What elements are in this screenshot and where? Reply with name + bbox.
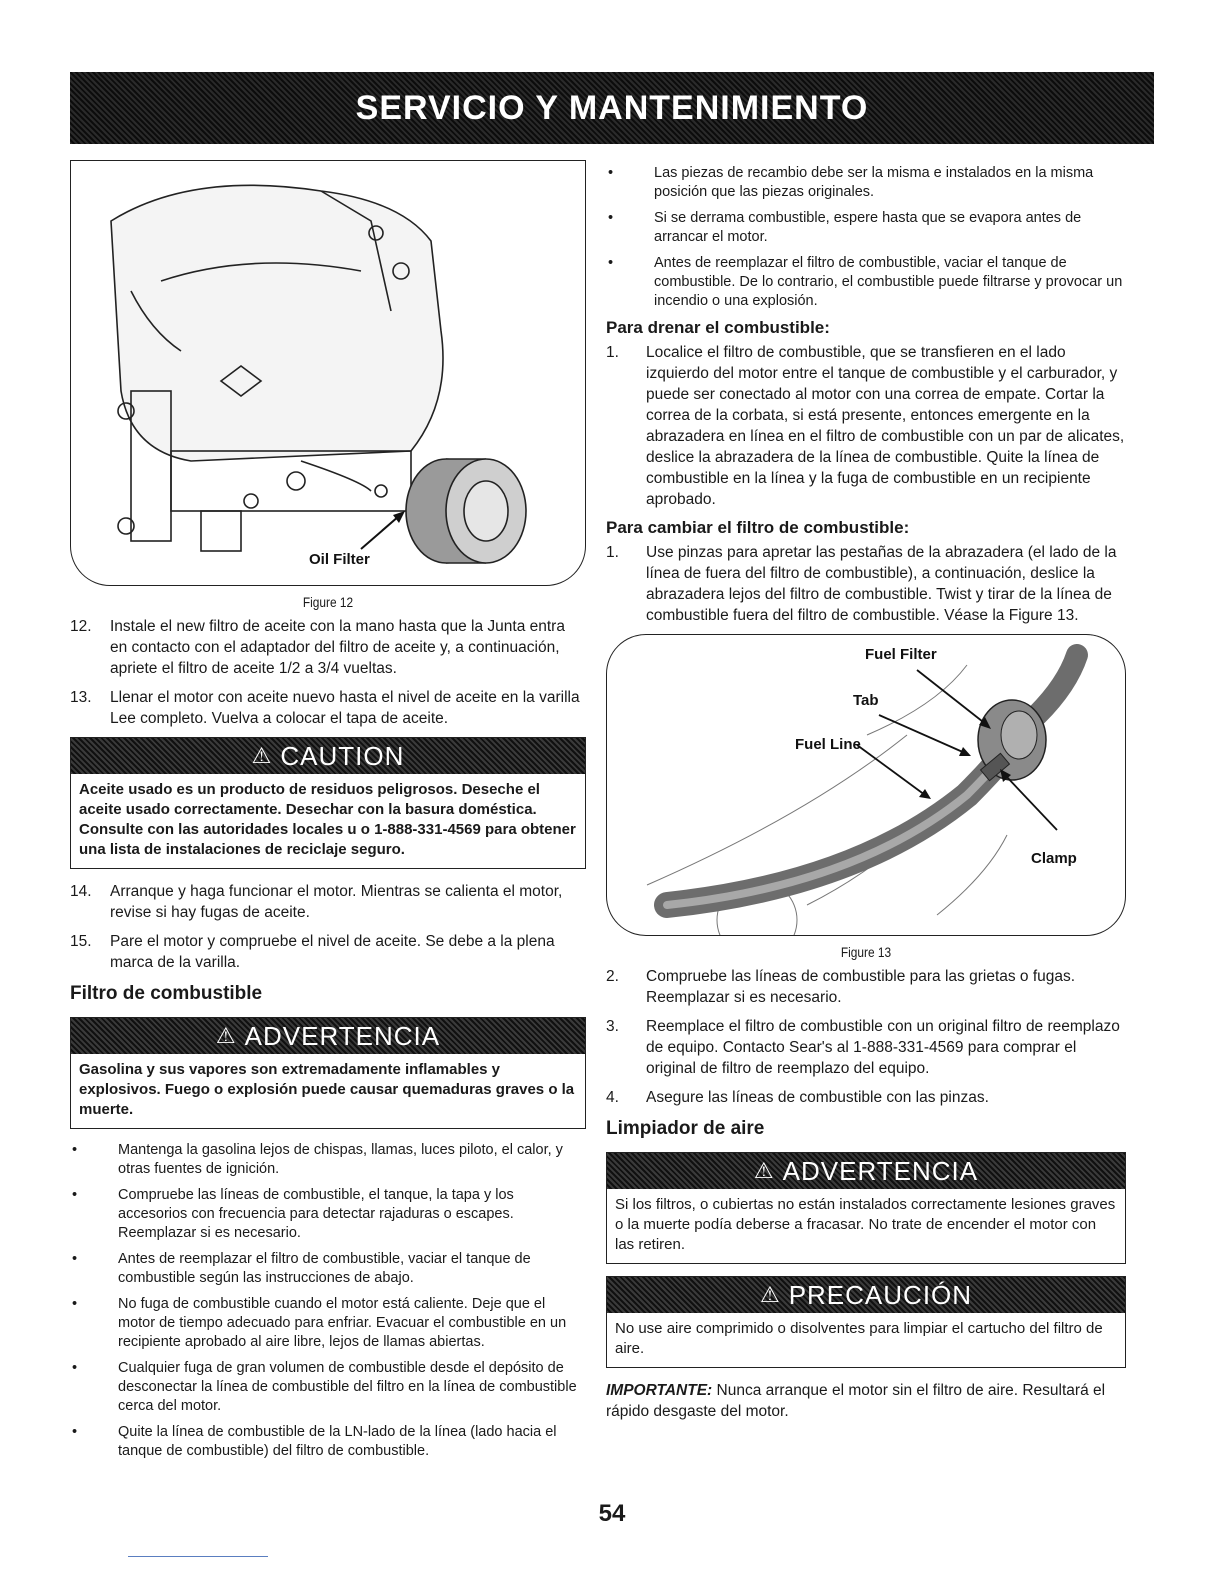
warning-title: ADVERTENCIA	[244, 1020, 441, 1051]
step-text: Arranque y haga funcionar el motor. Mientras se calienta el motor, revise si hay fugas de aceite.	[110, 883, 563, 921]
step-number: 4.	[606, 1089, 619, 1106]
step-15	[70, 931, 586, 973]
step-number: 12.	[70, 618, 92, 635]
caution-title: CAUTION	[280, 740, 405, 771]
bullet-text: No fuga de combustible cuando el motor está caliente. Deje que el motor de tiempo adecuado para enfriar. Evacuar el combustible en un recipiente aprobado al aire libre, lejos de llamas abiertas.	[118, 1296, 567, 1350]
step-text: Compruebe las líneas de combustible para las grietas o fugas. Reemplazar si es necesario.	[646, 968, 1076, 1006]
bullet-text: Compruebe las líneas de combustible, el tanque, la tapa y los accesorios con frecuencia para detectar rajaduras o escapes. Reemplazar si es necesario.	[118, 1187, 514, 1241]
step-3	[606, 1016, 1126, 1079]
important-note	[606, 1380, 1126, 1422]
caution-header	[71, 738, 585, 774]
step-number: 1.	[606, 544, 619, 561]
step-4	[606, 1087, 1126, 1108]
important-label: IMPORTANTE:	[606, 1382, 713, 1399]
step-number: 1.	[606, 344, 619, 361]
warning-triangle-icon: ⚠	[251, 743, 273, 768]
list-item: • Compruebe las líneas de combustible, el tanque, la tapa y los accesorios con frecuencia para detectar rajaduras o escapes. Reemplazar si es necesario.	[70, 1186, 586, 1243]
bullet-text: Antes de reemplazar el filtro de combustible, vaciar el tanque de combustible. De lo contrario, el combustible puede filtrarse y provocar un incendio o una explosión.	[654, 255, 1123, 309]
step-number: 15.	[70, 933, 92, 950]
warning-triangle-icon: ⚠	[759, 1282, 781, 1307]
bullet-text: Las piezas de recambio debe ser la misma e instalados en la misma posición que las piezas originales.	[654, 165, 1094, 200]
step-2	[606, 966, 1126, 1008]
left-column	[70, 160, 586, 1468]
figure-12	[70, 160, 586, 586]
oil-filter-label: Oil Filter	[309, 551, 370, 568]
footer-divider	[128, 1556, 268, 1557]
bullet-text: Cualquier fuga de gran volumen de combustible desde el depósito de desconectar la línea de combustible del filtro en la línea de combustible cerca del motor.	[118, 1360, 577, 1414]
oil-steps	[70, 616, 586, 729]
list-item: • Quite la línea de combustible de la LN-lado de la línea (lado hacia el tanque de combustible) del filtro de combustible.	[70, 1423, 586, 1461]
step-text: Llenar el motor con aceite nuevo hasta el nivel de aceite en la varilla Lee completo. Vuelva a colocar el tapa de aceite.	[110, 689, 580, 727]
right-column	[606, 160, 1126, 1430]
fuel-filter-heading: Filtro de combustible	[70, 983, 263, 1004]
oil-filter-shape	[406, 459, 526, 563]
bullet-text: Quite la línea de combustible de la LN-lado de la línea (lado hacia el tanque de combustible) del filtro de combustible.	[118, 1424, 557, 1459]
precaution-text: No use aire comprimido o disolventes para limpiar el cartucho del filtro de aire.	[615, 1320, 1103, 1357]
bullet-text: Antes de reemplazar el filtro de combustible, vaciar el tanque de combustible según las instrucciones de abajo.	[118, 1251, 531, 1286]
precaution-header	[607, 1277, 1125, 1313]
warning-text: Gasolina y sus vapores son extremadamente inflamables y explosivos. Fuego o explosión puede causar quemaduras graves o la muerte.	[79, 1061, 575, 1118]
clamp-label: Clamp	[1031, 850, 1077, 867]
step-text: Asegure las líneas de combustible con las pinzas.	[646, 1089, 989, 1106]
engine-illustration	[71, 161, 586, 585]
step-text: Localice el filtro de combustible, que se transfieren en el lado izquierdo del motor entre el tanque de combustible y el carburador, y puede ser conectado al motor con una correa de empate. Cortar la correa de la corbata, si está presente, entonces emergente en la abrazadera en línea en el filtro de combustible con un par de alicates, deslice la abrazadera de la línea de combustible. Quite la línea de combustible en la línea y la fuga de combustible en un recipiente aprobado.	[646, 344, 1125, 508]
figure-12-caption: Figure 12	[302, 594, 354, 610]
change-heading: Para cambiar el filtro de combustible:	[606, 518, 910, 537]
list-item: • Las piezas de recambio debe ser la misma e instalados en la misma posición que las piezas originales.	[606, 164, 1126, 202]
warning-header	[607, 1153, 1125, 1189]
step-text: Pare el motor y compruebe el nivel de aceite. Se debe a la plena marca de la varilla.	[110, 933, 555, 971]
drain-heading: Para drenar el combustible:	[606, 318, 830, 337]
change-step-1	[606, 542, 1126, 626]
step-text: Instale el new filtro de aceite con la mano hasta que la Junta entra en contacto con el adaptador del filtro de aceite y, a continuación, apriete el filtro de aceite 1/2 a 3/4 vueltas.	[110, 618, 565, 677]
list-item: • Antes de reemplazar el filtro de combustible, vaciar el tanque de combustible. De lo contrario, el combustible puede filtrarse y provocar un incendio o una explosión.	[606, 254, 1126, 311]
tab-label: Tab	[853, 692, 879, 709]
step-number: 3.	[606, 1018, 619, 1035]
list-item: • Si se derrama combustible, espere hasta que se evapora antes de arrancar el motor.	[606, 209, 1126, 247]
page-title: SERVICIO Y MANTENIMIENTO	[355, 88, 869, 127]
list-item: • Mantenga la gasolina lejos de chispas, llamas, luces piloto, el calor, y otras fuentes de ignición.	[70, 1141, 586, 1179]
warning-header	[71, 1018, 585, 1054]
drain-step-1	[606, 342, 1126, 510]
step-number: 2.	[606, 968, 619, 985]
list-item: • Antes de reemplazar el filtro de combustible, vaciar el tanque de combustible según las instrucciones de abajo.	[70, 1250, 586, 1288]
page-number: 54	[598, 1500, 626, 1527]
step-13	[70, 687, 586, 729]
caution-box	[70, 737, 586, 869]
caution-text: Aceite usado es un producto de residuos peligrosos. Deseche el aceite usado correctamente. Desechar con la basura doméstica. Consulte con las autoridades locales u o 1-888-331-4569 para obtener una lista de instalaciones de reciclaje seguro.	[79, 781, 576, 858]
step-14	[70, 881, 586, 923]
fuel-line-label: Fuel Line	[795, 736, 861, 753]
warning-text: Si los filtros, o cubiertas no están instalados correctamente lesiones graves o la muerte podía deberse a fracasar. No trate de encender el motor con las retiren.	[615, 1196, 1116, 1253]
warning-box-fuel	[70, 1017, 586, 1129]
bullet-text: Si se derrama combustible, espere hasta que se evapora antes de arrancar el motor.	[654, 210, 1082, 245]
bullet-text: Mantenga la gasolina lejos de chispas, llamas, luces piloto, el calor, y otras fuentes de ignición.	[118, 1142, 563, 1177]
list-item: • Cualquier fuga de gran volumen de combustible desde el depósito de desconectar la línea de combustible del filtro en la línea de combustible cerca del motor.	[70, 1359, 586, 1416]
warning-triangle-icon: ⚠	[215, 1023, 237, 1048]
fuel-filter-label: Fuel Filter	[865, 646, 937, 663]
figure-13	[606, 634, 1126, 936]
step-number: 13.	[70, 689, 92, 706]
figure-13-caption: Figure 13	[840, 944, 892, 960]
list-item: • No fuga de combustible cuando el motor está caliente. Deje que el motor de tiempo adecuado para enfriar. Evacuar el combustible en un recipiente aprobado al aire libre, lejos de llamas abiertas.	[70, 1295, 586, 1352]
fuel-filter-illustration	[607, 635, 1126, 935]
warning-title: ADVERTENCIA	[782, 1155, 979, 1186]
fuel-bullets-left	[70, 1141, 586, 1461]
step-text: Use pinzas para apretar las pestañas de la abrazadera (el lado de la línea de fuera del filtro de combustible), a continuación, deslice la abrazadera lejos del filtro de combustible. Twist y tirar de la línea de combustible fuera del filtro de combustible. Véase la Figure 13.	[646, 544, 1117, 624]
step-text: Reemplace el filtro de combustible con un original filtro de reemplazo de equipo. Contacto Sear's al 1-888-331-4569 para comprar el original de filtro de reemplazo del equipo.	[646, 1018, 1120, 1077]
precaution-title: PRECAUCIÓN	[788, 1279, 973, 1310]
important-text: Nunca arranque el motor sin el filtro de aire. Resultará el rápido desgaste del motor.	[606, 1382, 1106, 1420]
precaution-box	[606, 1276, 1126, 1368]
air-cleaner-heading: Limpiador de aire	[606, 1118, 765, 1139]
warning-triangle-icon: ⚠	[753, 1158, 775, 1183]
page-header-banner	[70, 72, 1154, 144]
fuel-bullets-right	[606, 164, 1126, 311]
step-number: 14.	[70, 883, 92, 900]
step-12	[70, 616, 586, 679]
warning-box-air	[606, 1152, 1126, 1264]
